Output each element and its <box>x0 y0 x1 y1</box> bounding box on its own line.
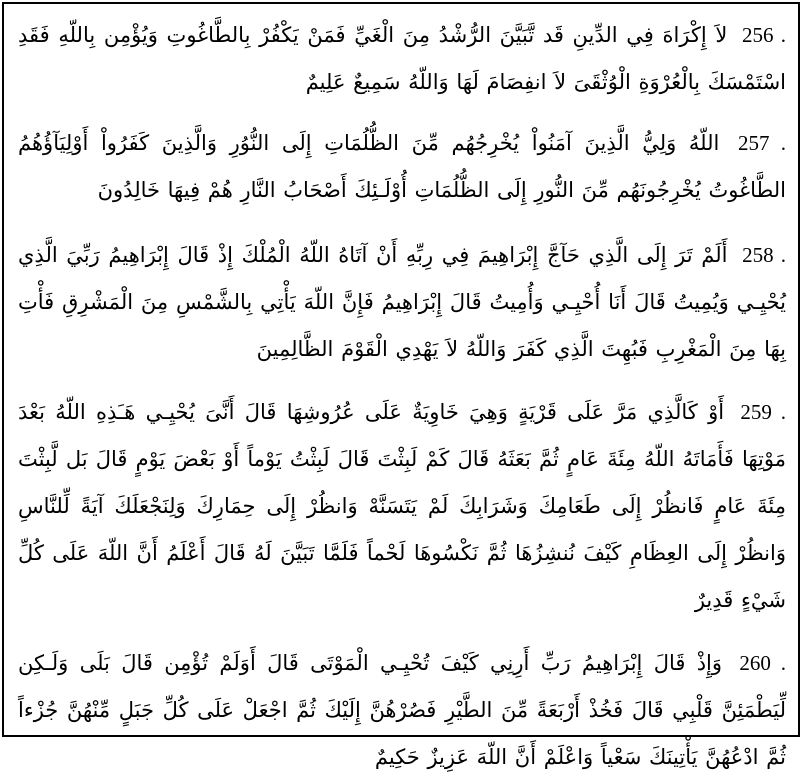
document-frame <box>2 2 800 769</box>
verse-list <box>18 12 787 769</box>
verse-258 <box>18 232 786 373</box>
verse-text: لاَ إِكْرَاهَ فِي الدِّينِ قَد تَّبَيَّنَ الرُّشْدُ مِنَ الْغَيِّ فَمَنْ يَكْفُرْ بِالطَّاغُوتِ وَيُؤْمِن بِاللّهِ فَقَدِ اسْتَمْسَكَ بِالْعُرْوَةِ الْوُثْقَىَ لاَ انفِصَامَ لَهَا وَاللّهُ سَمِيعٌ عَلِيمٌ <box>18 23 786 94</box>
verse-number: 259 . <box>740 400 786 424</box>
verse-number: 257 . <box>738 131 787 155</box>
verse-259 <box>18 389 786 624</box>
verse-257 <box>18 120 786 214</box>
verse-text: أَلَمْ تَرَ إِلَى الَّذِي حَآجَّ إِبْرَاهِيمَ فِي رِبِّهِ أَنْ آتَاهُ اللّهُ الْمُلْكَ إِذْ قَالَ إِبْرَاهِيمُ رَبِّيَ الَّذِي يُحْيِـي وَيُمِيتُ قَالَ أَنَا أُحْيِـي وَأُمِيتُ قَالَ إِبْرَاهِيمُ فَإِنَّ اللّهَ يَأْتِي بِالشَّمْسِ مِنَ الْمَشْرِقِ فَأْتِ بِهَا مِنَ الْمَغْرِبِ فَبُهِتَ الَّذِي كَفَرَ وَاللّهُ لاَ يَهْدِي الْقَوْمَ الظَّالِمِينَ <box>18 243 786 361</box>
verse-number: 258 . <box>742 243 786 267</box>
verse-text: اللّهُ وَلِيُّ الَّذِينَ آمَنُواْ يُخْرِجُهُم مِّنَ الظُّلُمَاتِ إِلَى النُّوُرِ وَالَّذِينَ كَفَرُواْ أَوْلِيَآؤُهُمُ الطَّاغُوتُ يُخْرِجُونَهُم مِّنَ النُّورِ إِلَى الظُّلُمَاتِ أُوْلَـئِكَ أَصْحَابُ النَّارِ هُمْ فِيهَا خَالِدُونَ <box>18 131 786 202</box>
verse-number: 260 . <box>739 651 786 675</box>
verse-text: وَإِذْ قَالَ إِبْرَاهِيمُ رَبِّ أَرِنِي كَيْفَ تُحْيِـي الْمَوْتَى قَالَ أَوَلَمْ تُؤْمِن قَالَ بَلَى وَلَـكِن لِّيَطْمَئِنَّ قَلْبِي قَالَ فَخُذْ أَرْبَعَةً مِّنَ الطَّيْرِ فَصُرْهُنَّ إِلَيْكَ ثُمَّ اجْعَلْ عَلَى كُلِّ جَبَلٍ مِّنْهُنَّ جُزْءاً ثُمَّ ادْعُهُنَّ يَأْتِينَكَ سَعْياً وَاعْلَمْ أَنَّ اللّهَ عَزِيزٌ حَكِيمٌ <box>18 651 786 769</box>
verse-number: 256 . <box>742 23 786 47</box>
verse-text: أَوْ كَالَّذِي مَرَّ عَلَى قَرْيَةٍ وَهِيَ خَاوِيَةٌ عَلَى عُرُوشِهَا قَالَ أَنَّىَ يُحْيِـي هَـَذِهِ اللّهُ بَعْدَ مَوْتِهَا فَأَمَاتَهُ اللّهُ مِئَةَ عَامٍ ثُمَّ بَعَثَهُ قَالَ كَمْ لَبِثْتَ قَالَ لَبِثْتُ يَوْماً أَوْ بَعْضَ يَوْمٍ قَالَ بَل لَّبِثْتَ مِئَةَ عَامٍ فَانظُرْ إِلَى طَعَامِكَ وَشَرَابِكَ لَمْ يَتَسَنَّهْ وَانظُرْ إِلَى حِمَارِكَ وَلِنَجْعَلَكَ آيَةً لِّلنَّاسِ وَانظُرْ إِلَى العِظَامِ كَيْفَ نُنشِزُهَا ثُمَّ نَكْسُوهَا لَحْماً فَلَمَّا تَبَيَّنَ لَهُ قَالَ أَعْلَمُ أَنَّ اللّهَ عَلَى كُلِّ شَيْءٍ قَدِيرٌ <box>18 400 786 612</box>
verse-256 <box>18 12 786 106</box>
verse-260 <box>18 640 786 781</box>
